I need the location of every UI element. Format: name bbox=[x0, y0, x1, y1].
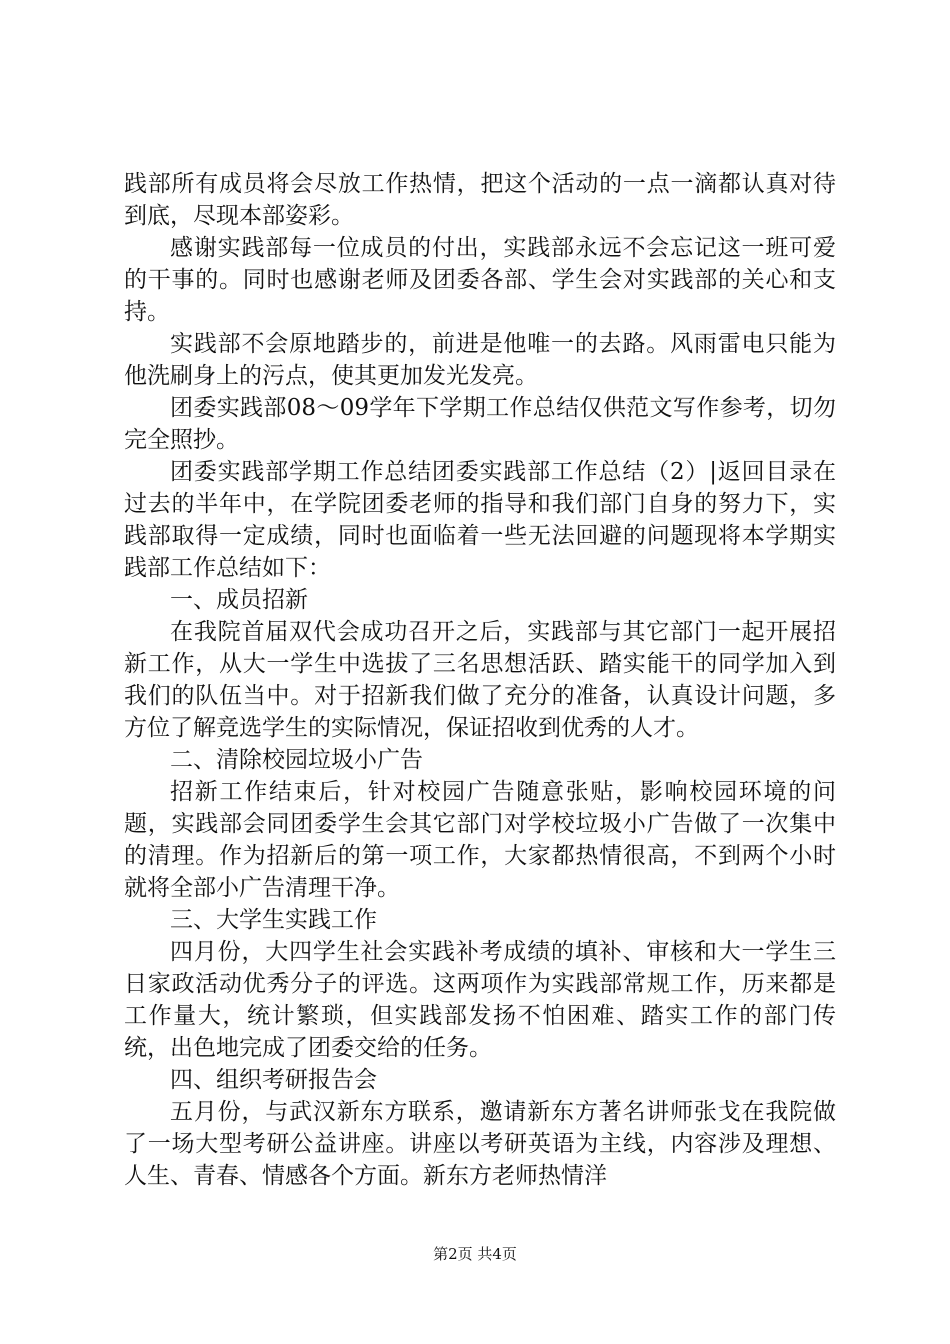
paragraph: 团委实践部08～09学年下学期工作总结仅供范文写作参考，切勿完全照抄。 bbox=[124, 395, 836, 453]
section-heading: 二、清除校园垃圾小广告 bbox=[170, 747, 423, 773]
section-heading: 一、成员招新 bbox=[170, 587, 308, 613]
section-heading: 四、组织考研报告会 bbox=[170, 1067, 377, 1093]
paragraph: 团委实践部学期工作总结团委实践部工作总结（2）|返回目录在过去的半年中，在学院团委老师的指导和我们部门自身的努力下，实践部取得一定成绩，同时也面临着一些无法回避的问题现将本学期实践部工作总结如下： bbox=[124, 459, 836, 581]
paragraph: 实践部不会原地踏步的，前进是他唯一的去路。风雨雷电只能为他洗刷身上的污点，使其更加发光发亮。 bbox=[124, 331, 836, 389]
paragraph: 四月份，大四学生社会实践补考成绩的填补、审核和大一学生三日家政活动优秀分子的评选。这两项作为实践部常规工作，历来都是工作量大，统计繁琐，但实践部发扬不怕困难、踏实工作的部门传统，出色地完成了团委交给的任务。 bbox=[124, 939, 836, 1061]
paragraph: 在我院首届双代会成功召开之后，实践部与其它部门一起开展招新工作，从大一学生中选拔了三名思想活跃、踏实能干的同学加入到我们的队伍当中。对于招新我们做了充分的准备，认真设计问题，多方位了解竞选学生的实际情况，保证招收到优秀的人才。 bbox=[124, 619, 836, 741]
paragraph: 践部所有成员将会尽放工作热情，把这个活动的一点一滴都认真对待到底，尽现本部姿彩。 bbox=[124, 171, 836, 229]
page-number-footer: 第2页 共4页 bbox=[433, 1245, 517, 1263]
paragraph: 招新工作结束后，针对校园广告随意张贴，影响校园环境的问题，实践部会同团委学生会其它部门对学校垃圾小广告做了一次集中的清理。作为招新后的第一项工作，大家都热情很高，不到两个小时就将全部小广告清理干净。 bbox=[124, 779, 836, 901]
paragraph: 感谢实践部每一位成员的付出，实践部永远不会忘记这一班可爱的干事的。同时也感谢老师及团委各部、学生会对实践部的关心和支持。 bbox=[124, 235, 836, 325]
paragraph: 五月份，与武汉新东方联系，邀请新东方著名讲师张戈在我院做了一场大型考研公益讲座。讲座以考研英语为主线，内容涉及理想、人生、青春、情感各个方面。新东方老师热情洋 bbox=[124, 1099, 836, 1189]
document-body bbox=[124, 168, 836, 1192]
section-heading: 三、大学生实践工作 bbox=[170, 907, 377, 933]
